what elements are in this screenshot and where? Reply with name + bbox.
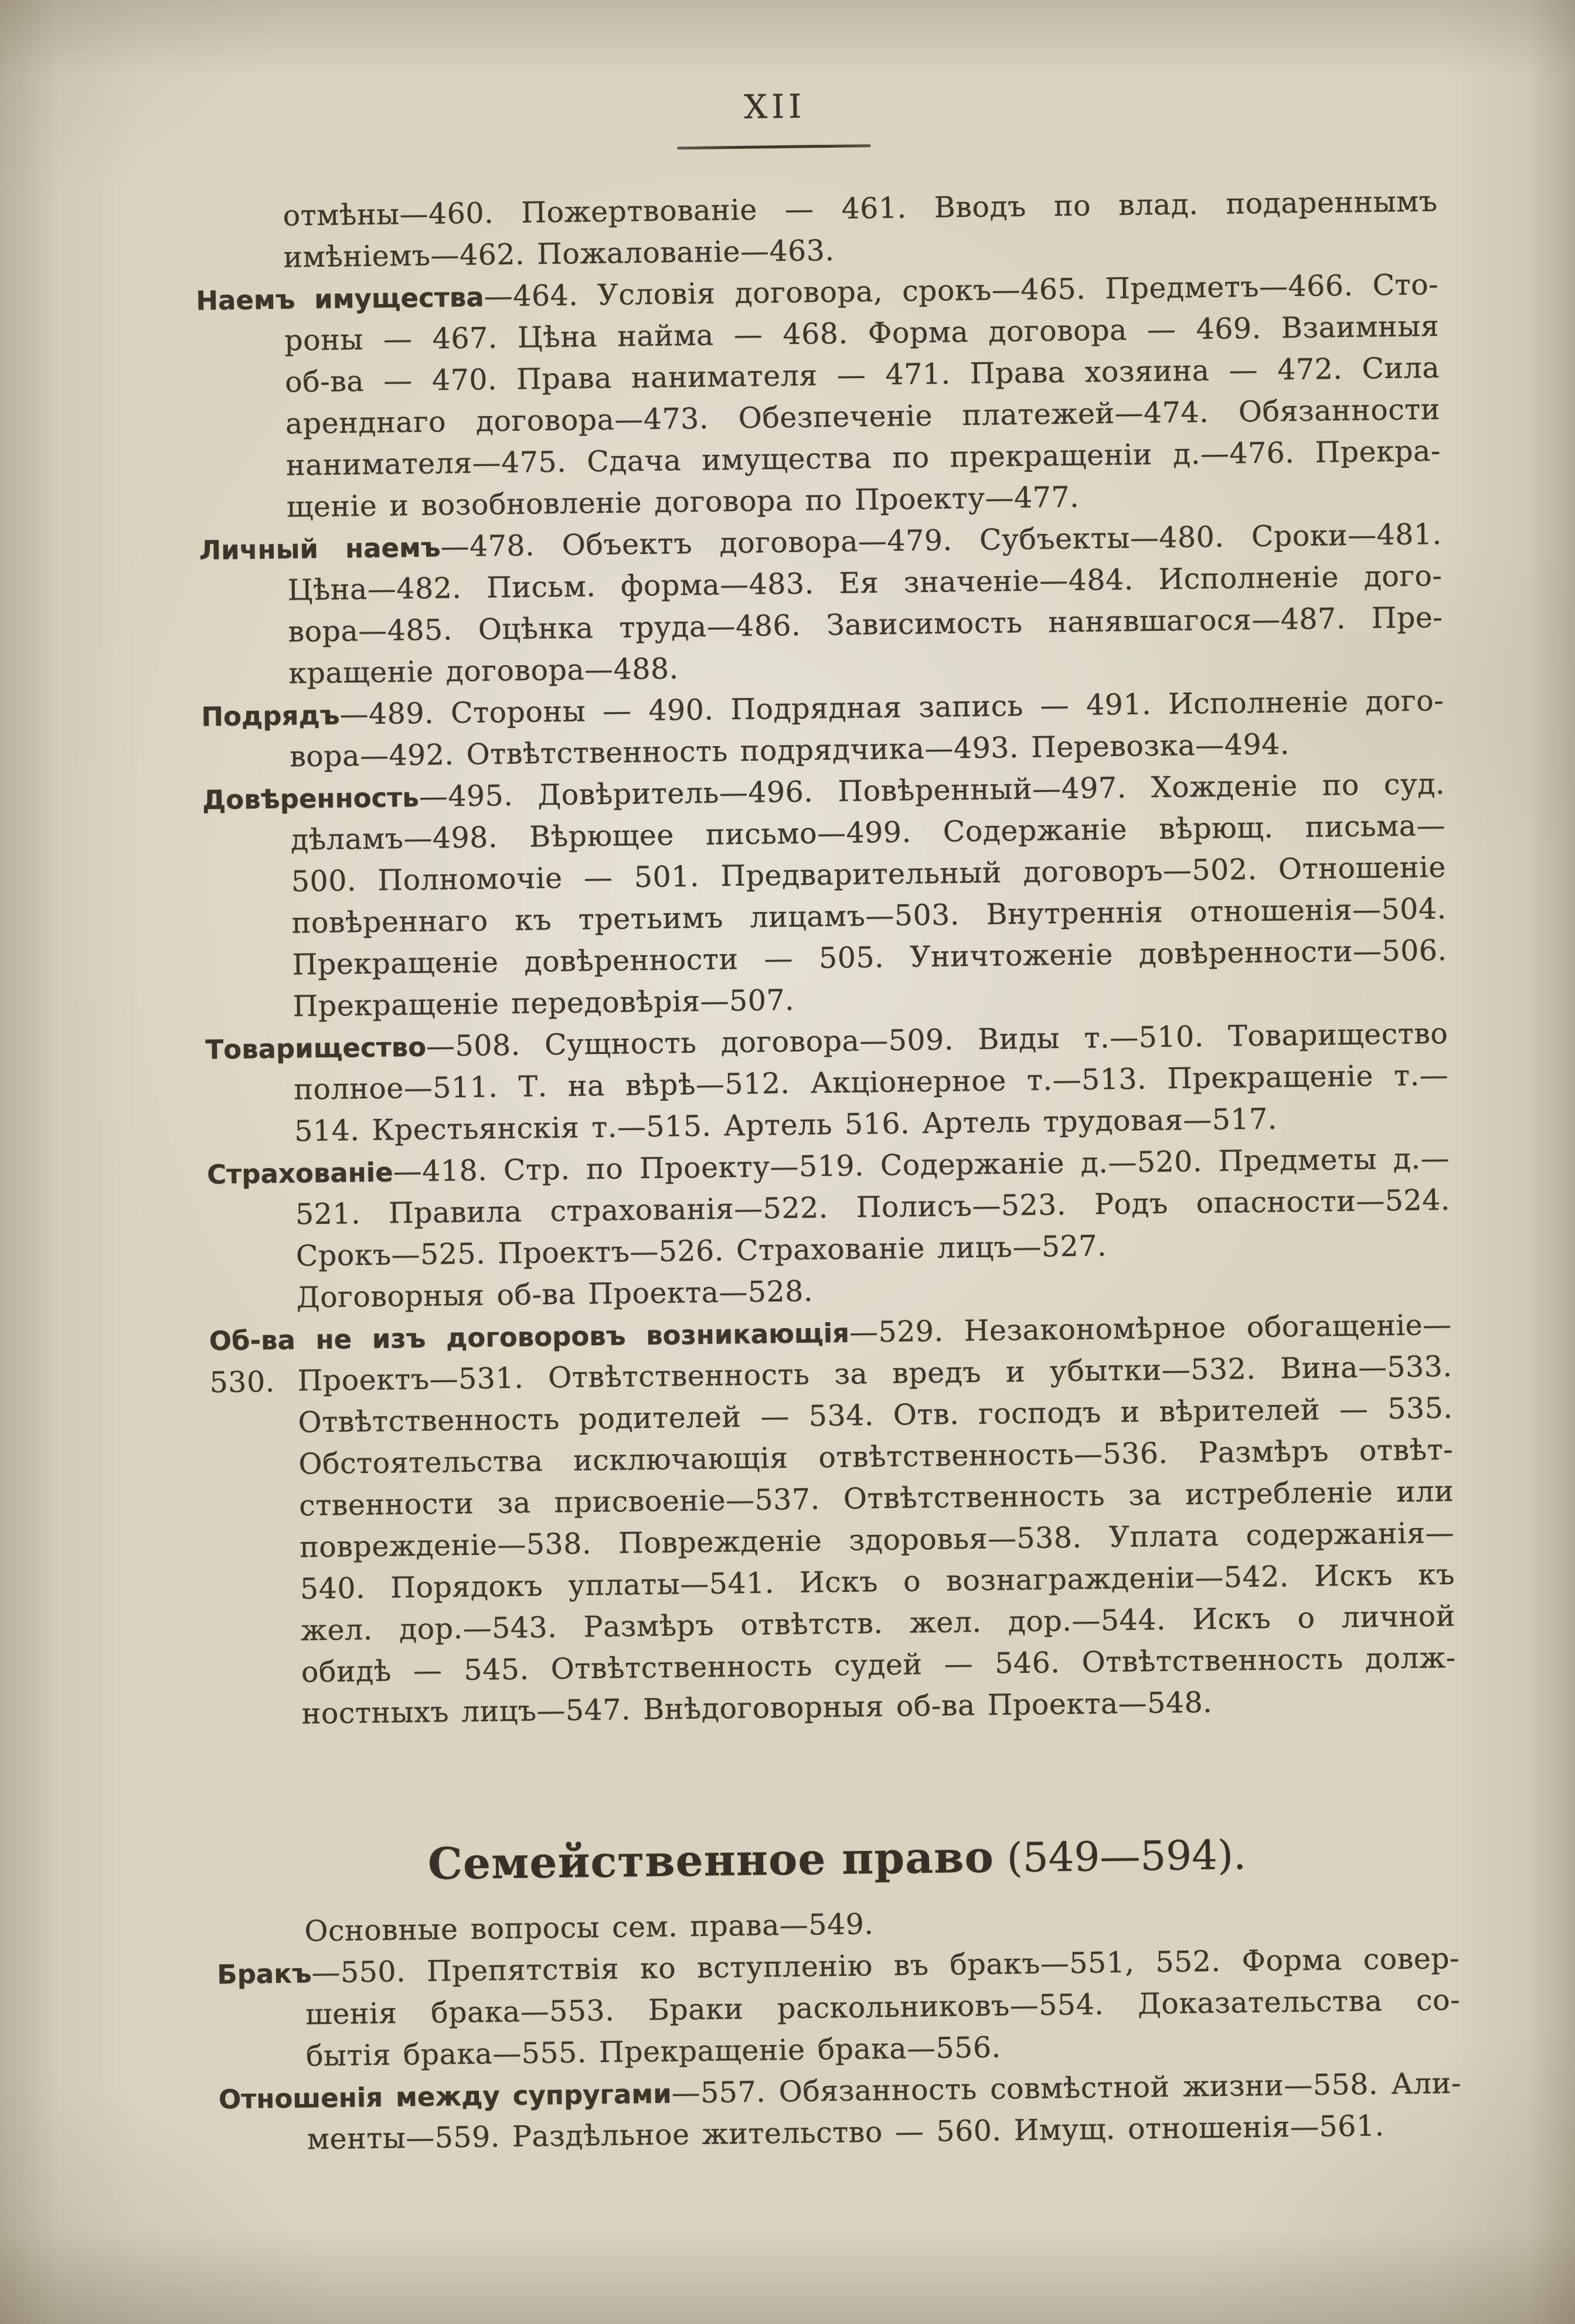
text-line: об-ва — 470. Права нанимателя — 471. Права хозяина — 472. Сила: [284, 351, 1440, 399]
entry-headword: Отношенія между супругами: [218, 2078, 672, 2115]
text-line: Бракъ—550. Препятствія ко вступленію въ бракъ—551, 552. Форма совер-: [217, 1941, 1460, 1990]
text-line: нанимателя—475. Сдача имущества по прекращеніи д.—476. Прекра-: [285, 434, 1441, 482]
text-line: Об-ва не изъ договоровъ возникающія—529. Незакономѣрное обогащеніе—530.: [209, 1308, 1452, 1400]
entry-headword: Товарищество: [205, 1031, 427, 1066]
page-number: XII: [743, 87, 806, 127]
text-line: полное—511. Т. на вѣрѣ—512. Акціонерное т.—513. Прекращеніе т.—: [294, 1058, 1449, 1107]
text-line: Подрядъ—489. Стороны — 490. Подрядная запись — 491. Исполненіе дого-: [201, 683, 1444, 733]
text-line: имѣніемъ—462. Пожалованіе—463.: [283, 233, 835, 274]
text-block: [195, 181, 1462, 2161]
text-line: Наемъ имущества—464. Условія договора, срокъ—465. Предметъ—466. Сто-: [196, 267, 1439, 317]
text-line: бытія брака—555. Прекращеніе брака—556.: [305, 2030, 1002, 2073]
entry-headword: Подрядъ: [201, 699, 340, 733]
text-line: жел. дор.—543. Размѣръ отвѣтств. жел. дор.—544. Искъ о личной: [300, 1599, 1456, 1648]
text-line: Отвѣтственность родителей — 534. Отв. господъ и вѣрителей — 535.: [298, 1391, 1453, 1440]
text-line: щеніе и возобновленіе договора по Проекту—477.: [286, 480, 1080, 524]
paragraph: [199, 513, 1443, 696]
text-line: Срокъ—525. Проектъ—526. Страхованіе лицъ—527.: [295, 1229, 1107, 1273]
paragraph: [207, 1138, 1451, 1278]
section-heading-range: (549—594).: [1006, 1832, 1247, 1882]
paragraph: [217, 1938, 1461, 2078]
text-line: роны — 467. Цѣна найма — 468. Форма договора — 469. Взаимныя: [284, 309, 1440, 358]
paragraph: [195, 181, 1438, 280]
entry-headword: Довѣренность: [202, 781, 420, 816]
text-line: вора—485. Оцѣнка труда—486. Зависимость нанявшагося—487. Пре-: [288, 600, 1443, 649]
paragraph: [219, 2063, 1462, 2162]
text-line: 514. Крестьянскія т.—515. Артель 516. Артель трудовая—517.: [294, 1102, 1278, 1148]
text-line: 500. Полномочіе — 501. Предварительный договоръ—502. Отношеніе: [291, 850, 1447, 899]
text-line: 521. Правила страхованія—522. Полисъ—523. Родъ опасности—524.: [295, 1183, 1451, 1231]
text-line: дѣламъ—498. Вѣрющее письмо—499. Содержаніе вѣрющ. письма—: [290, 808, 1446, 857]
text-line: обидѣ — 545. Отвѣтственность судей — 546. Отвѣтственность долж-: [301, 1641, 1457, 1689]
text-line: Отношенія между супругами—557. Обязанность совмѣстной жизни—558. Али-: [218, 2066, 1462, 2115]
text-line: Прекращеніе передовѣрія—507.: [292, 983, 795, 1023]
paragraph: [205, 1013, 1450, 1154]
text-line: поврежденіе—538. Поврежденіе здоровья—538. Уплата содержанія—: [299, 1516, 1455, 1564]
text-line: аренднаго договора—473. Обезпеченіе платежей—474. Обязанности: [285, 392, 1441, 441]
text-line: повѣреннаго къ третьимъ лицамъ—503. Внутреннія отношенія—504.: [291, 892, 1447, 940]
text-line: менты—559. Раздѣльное жительство — 560. Имущ. отношенія—561.: [307, 2109, 1384, 2156]
text-line: ственности за присвоеніе—537. Отвѣтственность за истребленіе или: [298, 1474, 1454, 1523]
entry-headword: Личный наемъ: [199, 532, 441, 566]
entry-headword: Бракъ: [217, 1958, 312, 1990]
entry-headword: Страхованіе: [206, 1156, 394, 1190]
paragraph: [209, 1304, 1457, 1736]
entry-headword: Наемъ имущества: [196, 281, 485, 317]
header-rule: [677, 144, 870, 149]
text-line: Основные вопросы сем. права—549.: [304, 1907, 874, 1948]
text-line: Личный наемъ—478. Объектъ договора—479. Субъекты—480. Сроки—481.: [199, 517, 1442, 566]
entry-headword: Об-ва не изъ договоровъ возникающія: [209, 1317, 850, 1357]
section-heading-title: Семейственное право: [427, 1832, 995, 1890]
paragraph: [196, 264, 1441, 529]
paragraph: [201, 680, 1445, 779]
text-line: Страхованіе—418. Стр. по Проекту—519. Содержаніе д.—520. Предметы д.—: [206, 1141, 1450, 1190]
text-line: ностныхъ лицъ—547. Внѣдоговорныя об-ва Проекта—548.: [301, 1685, 1213, 1731]
text-line: Обстоятельства исключающія отвѣтственность—536. Размѣръ отвѣт-: [298, 1432, 1454, 1481]
text-line: Цѣна—482. Письм. форма—483. Ея значеніе—484. Исполненіе дого-: [287, 559, 1443, 607]
text-line: 540. Порядокъ уплаты—541. Искъ о вознагражденіи—542. Искъ къ: [300, 1557, 1455, 1606]
text-line: Прекращеніе довѣренности — 505. Уничтоженіе довѣренности—506.: [292, 933, 1447, 982]
text-line: кращеніе договора—488.: [288, 652, 679, 690]
text-line: Проектъ—531. Отвѣтственность за вредъ и убытки—532. Вина—533.: [297, 1349, 1452, 1398]
section-heading: [215, 1823, 1458, 1897]
paragraph: [202, 763, 1448, 1029]
text-line: Довѣренность—495. Довѣритель—496. Повѣренный—497. Хожденіе по суд.: [202, 767, 1445, 816]
text-line: Товарищество—508. Сущность договора—509. Виды т.—510. Товарищество: [205, 1016, 1448, 1066]
text-line: Договорныя об-ва Проекта—528.: [296, 1274, 814, 1315]
text-line: отмѣны—460. Пожертвованіе — 461. Вводъ по влад. подареннымъ: [283, 184, 1438, 233]
text-line: шенія брака—553. Браки раскольниковъ—554. Доказательства со-: [305, 1983, 1461, 2032]
text-line: вора—492. Отвѣтственность подрядчика—493. Перевозка—494.: [289, 727, 1290, 774]
